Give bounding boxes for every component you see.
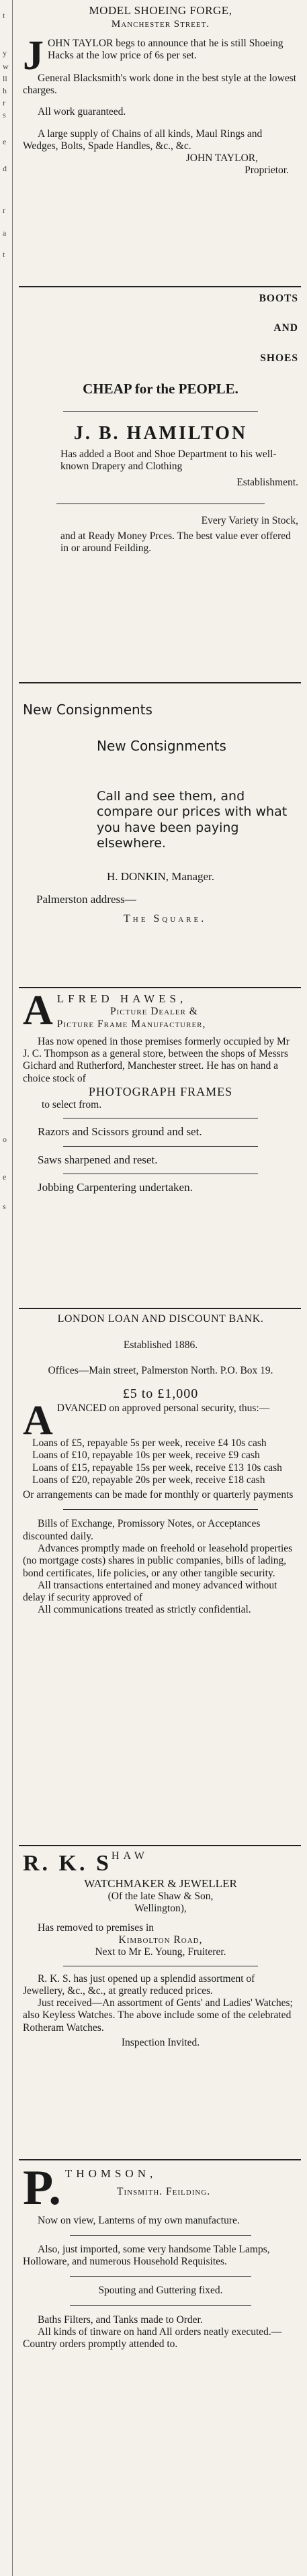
- bank-arrangements: Or arrangements can be made for monthly or quarterly payments: [23, 1489, 294, 1501]
- margin-fragment: s: [3, 1202, 6, 1211]
- margin-fragment: r: [3, 98, 5, 107]
- margin-fragment: o: [3, 1135, 7, 1144]
- hawes-title-2: Picture Frame Manufacturer,: [56, 1018, 206, 1030]
- margin-fragment: ll: [3, 74, 7, 83]
- thomson-orders: All kinds of tinware on hand All orders neatly executed.—Country orders promptly attended to.: [23, 2326, 282, 2350]
- forge-supply: A large supply of Chains of all kinds, Maul Rings and Wedges, Bolts, Spade Handles, &c., &c.: [23, 128, 263, 152]
- loan-row: Loans of £20, repayable 20s per week, receive £18 cash: [32, 1474, 265, 1486]
- ad-boots-and-shoes: [19, 287, 301, 683]
- forge-title: MODEL SHOEING FORGE,: [89, 4, 232, 17]
- left-margin-column-fragment: [0, 0, 13, 2576]
- hawes-photo-frames: PHOTOGRAPH FRAMES: [88, 1084, 233, 1098]
- margin-fragment: h: [3, 86, 7, 95]
- forge-dropcap: J: [23, 32, 44, 79]
- hamilton-name: J. B. HAMILTON: [73, 422, 248, 444]
- bank-advanced: DVANCED on approved personal security, thus:—: [56, 1402, 270, 1415]
- loan-row: Loans of £10, repayable 10s per week, receive £9 cash: [32, 1449, 260, 1462]
- margin-fragment: a: [3, 228, 7, 238]
- bank-title: LONDON LOAN AND DISCOUNT BANK.: [57, 1313, 264, 1325]
- thomson-spouting: Spouting and Guttering fixed.: [98, 2285, 223, 2297]
- thomson-dropcap: P.: [23, 2160, 61, 2215]
- shaw-surname-tail: HAW: [111, 1850, 148, 1862]
- shaw-inspection: Inspection Invited.: [121, 2036, 200, 2048]
- consignments-compare: Call and see them, and compare our prices with what you have been paying elsewhere.: [97, 789, 288, 851]
- thomson-baths: Baths Filters, and Tanks made to Order.: [38, 2313, 203, 2326]
- advertisement-column: [19, 0, 301, 2536]
- ad-shoeing-forge: [19, 0, 301, 287]
- thomson-name: THOMSON,: [64, 2167, 157, 2180]
- hamilton-establishment: Establishment.: [236, 477, 298, 489]
- margin-fragment: e: [3, 1172, 7, 1182]
- donkin-manager: H. DONKIN, Manager.: [106, 869, 215, 883]
- hawes-razors: Razors and Scissors ground and set.: [38, 1125, 202, 1139]
- shaw-road: Kimbolton Road,: [118, 1934, 203, 1946]
- bank-confidential: All communications treated as strictly confidential.: [38, 1604, 251, 1616]
- shaw-assortment: R. K. S. has just opened up a splendid assortment of Jewellery, &c., &c., at greatly reduced prices.: [23, 1972, 255, 1997]
- forge-blacksmith: General Blacksmith's work done in the best style at the lowest charges.: [23, 72, 297, 97]
- thomson-lanterns: Now on view, Lanterns of my own manufacture.: [38, 2214, 240, 2226]
- shaw-next-to: Next to Mr E. Young, Fruiterer.: [95, 1946, 226, 1958]
- bank-established: Established 1886.: [123, 1339, 198, 1351]
- hawes-premises: Has now opened in those premises formerly occupied by Mr J. C. Thompson as a general store, between the shops of Messrs Gichard and Rutherford, Manchester street. He has on hand a choice stock of: [23, 1035, 290, 1084]
- margin-fragment: e: [3, 137, 7, 146]
- margin-fragment: t: [3, 11, 5, 20]
- loan-row: Loans of £15, repayable 15s per week, receive £13 10s cash: [32, 1462, 282, 1474]
- hawes-select: to select from.: [42, 1099, 102, 1111]
- consignments-heading-1: New Consignments: [23, 702, 152, 718]
- margin-fragment: y: [3, 48, 7, 58]
- hawes-name: LFRED HAWES,: [56, 992, 187, 1005]
- ad-p-thomson: [19, 2160, 301, 2536]
- bank-range: £5 to £1,000: [122, 1386, 199, 1402]
- margin-fragment: r: [3, 205, 5, 215]
- margin-fragment: s: [3, 110, 6, 120]
- ad-london-loan-bank: [19, 1309, 301, 1846]
- forge-guarantee: All work guaranteed.: [38, 106, 126, 118]
- hamilton-department: Has added a Boot and Shoe Department to his well-known Drapery and Clothing: [60, 448, 277, 472]
- hamilton-variety: Every Variety in Stock,: [201, 515, 298, 527]
- consignments-heading-2: New Consignments: [97, 737, 226, 754]
- margin-fragment: w: [3, 62, 9, 71]
- bank-transactions: All transactions entertained and money advanced without delay if security approved of: [23, 1579, 277, 1604]
- hawes-dropcap: A: [23, 988, 53, 1033]
- hamilton-prices: and at Ready Money Prces. The best value ever offered in or around Feilding.: [60, 530, 291, 555]
- hawes-title-1: Picture Dealer &: [110, 1006, 198, 1018]
- ad-new-consignments: [19, 683, 301, 988]
- boots-word: BOOTS: [259, 293, 298, 304]
- thomson-trade: Tinsmith. Feilding.: [117, 2186, 211, 2198]
- loan-row: Loans of £5, repayable 5s per week, receive £4 10s cash: [32, 1437, 267, 1449]
- ad-rk-shaw: [19, 1846, 301, 2160]
- hawes-carpentering: Jobbing Carpentering undertaken.: [38, 1180, 193, 1194]
- forge-proprietor: Proprietor.: [245, 164, 289, 177]
- bank-advances: Advances promptly made on freehold or leasehold properties (no mortgage costs) shares in public companies, bills of lading, bond certificates, life policies, or any other tangible security.: [23, 1543, 293, 1579]
- forge-signature: JOHN TAYLOR,: [185, 152, 258, 164]
- forge-street: Manchester Street.: [111, 19, 210, 30]
- and-word: AND: [273, 322, 298, 334]
- margin-fragment: t: [3, 250, 5, 259]
- the-square: The Square.: [124, 912, 207, 924]
- shaw-wellington: Wellington),: [134, 1903, 187, 1915]
- forge-intro: OHN TAYLOR begs to announce that he is still Shoeing Hacks at the low price of 6s per set.: [48, 37, 283, 62]
- shaw-removed: Has removed to premises in: [38, 1921, 155, 1934]
- shaw-initials: R. K. S: [23, 1851, 112, 1876]
- shaw-title: WATCHMAKER & JEWELLER: [84, 1877, 237, 1891]
- margin-fragment: d: [3, 164, 7, 173]
- ad-alfred-hawes: [19, 988, 301, 1309]
- shoes-word: SHOES: [260, 352, 298, 364]
- shaw-watches: Just received—An assortment of Gents' and Ladies' Watches; also Keyless Watches. The above include some of the celebrated Rotheram Watches.: [23, 1997, 293, 2034]
- shaw-late-firm: (Of the late Shaw & Son,: [107, 1891, 214, 1903]
- palmerston-address: Palmerston address—: [36, 892, 136, 906]
- bank-bills: Bills of Exchange, Promissory Notes, or Acceptances discounted daily.: [23, 1518, 261, 1542]
- bank-offices: Offices—Main street, Palmerston North. P.O. Box 19.: [48, 1365, 273, 1377]
- hawes-saws: Saws sharpened and reset.: [38, 1153, 158, 1166]
- cheap-slogan: CHEAP for the PEOPLE.: [83, 380, 238, 397]
- thomson-lamps: Also, just imported, some very handsome Table Lamps, Holloware, and numerous Household Requisites.: [23, 2243, 270, 2268]
- bank-dropcap: A: [23, 1398, 53, 1444]
